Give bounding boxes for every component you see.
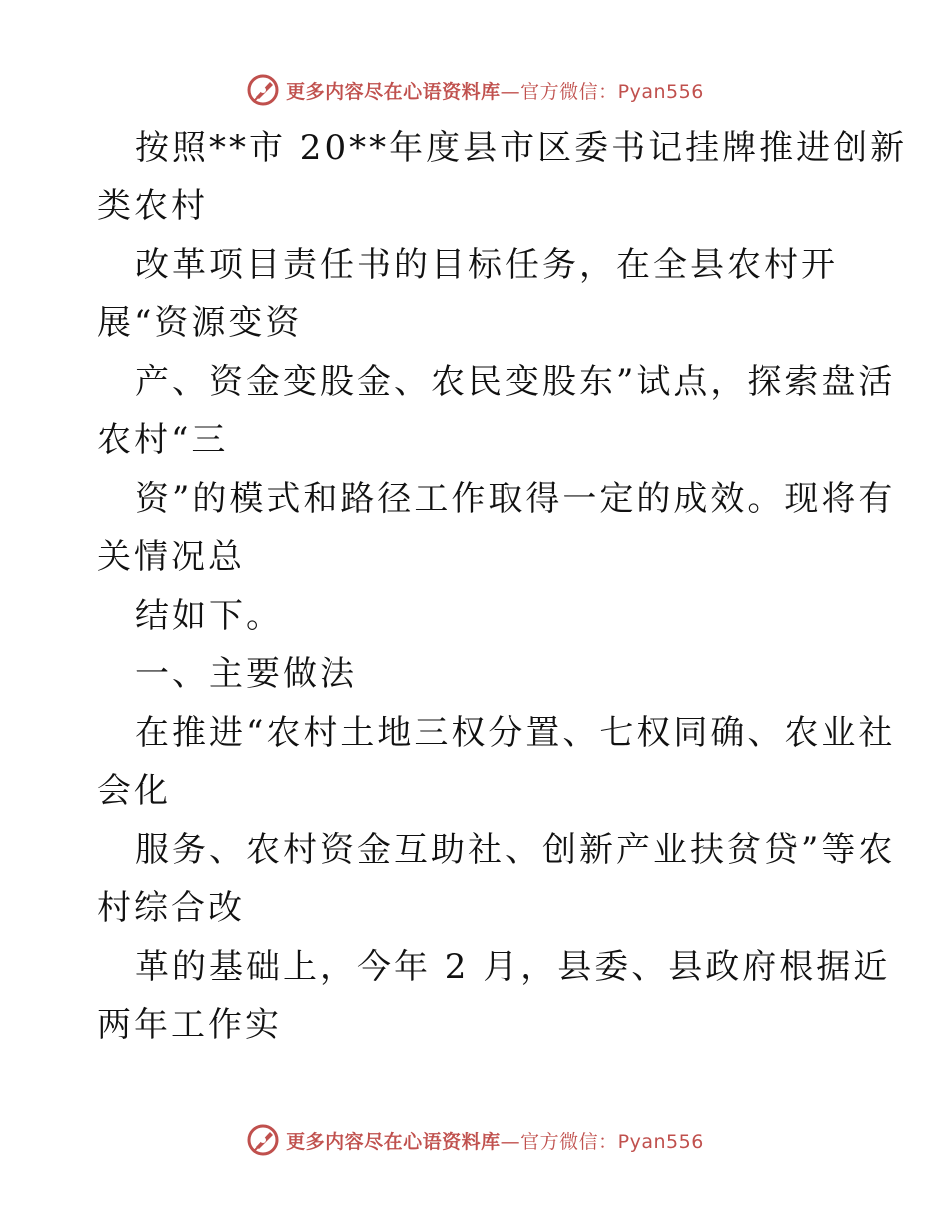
paragraph-line: 革的基础上，今年 2 月，县委、县政府根据近 xyxy=(135,947,891,987)
header-banner-main: 更多内容尽在心语资料库 xyxy=(286,80,501,103)
paragraph-line: 会化 xyxy=(97,771,171,811)
paragraph-line: 两年工作实 xyxy=(97,1005,282,1045)
header-watermark-banner xyxy=(0,70,950,110)
section-heading: 一、主要做法 xyxy=(135,654,357,694)
footer-banner-text xyxy=(286,1127,704,1154)
quill-logo-icon xyxy=(246,1123,280,1157)
paragraph-line: 资”的模式和路径工作取得一定的成效。现将有 xyxy=(135,479,896,519)
footer-banner-suffix: 官方微信：Pyan556 xyxy=(520,1130,704,1153)
paragraph-line: 按照**市 20**年度县市区委书记挂牌推进创新 xyxy=(135,128,908,168)
paragraph-line: 在推进“农村土地三权分置、七权同确、农业社 xyxy=(135,713,896,753)
footer-watermark-banner xyxy=(0,1120,950,1160)
paragraph-line: 农村“三 xyxy=(97,420,229,460)
header-banner-suffix: 官方微信：Pyan556 xyxy=(520,80,704,103)
paragraph-line: 产、资金变股金、农民变股东”试点，探索盘活 xyxy=(135,362,896,402)
paragraph-line: 展“资源变资 xyxy=(97,303,303,343)
footer-banner-dash: — xyxy=(500,1130,521,1153)
paragraph-line: 服务、农村资金互助社、创新产业扶贫贷”等农 xyxy=(135,830,896,870)
quill-logo-icon xyxy=(246,73,280,107)
footer-banner-main: 更多内容尽在心语资料库 xyxy=(286,1130,501,1153)
paragraph-line: 改革项目责任书的目标任务，在全县农村开 xyxy=(135,245,838,285)
paragraph-line: 类农村 xyxy=(97,186,208,226)
paragraph-line: 结如下。 xyxy=(135,596,283,636)
paragraph-line: 村综合改 xyxy=(97,888,245,928)
header-banner-text xyxy=(286,77,704,104)
paragraph-line: 关情况总 xyxy=(97,537,245,577)
header-banner-dash: — xyxy=(500,80,521,103)
